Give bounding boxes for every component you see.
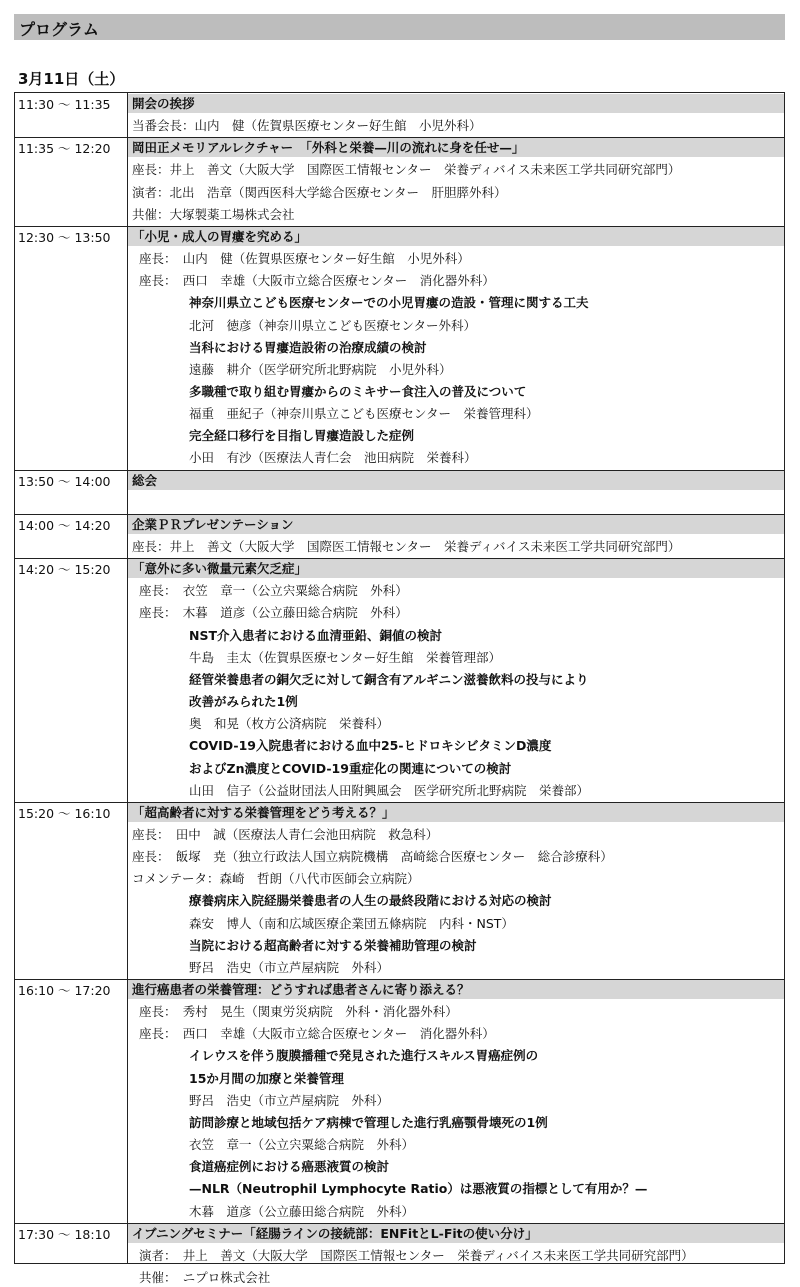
role-line: 座長： 衣笠 章一（公立宍粟総合病院 外科）: [139, 583, 408, 599]
session-time: 14:20 ～ 15:20: [18, 562, 111, 578]
session-title-band: [128, 471, 784, 490]
session-title-band: [128, 94, 784, 113]
column-divider: [127, 93, 128, 1263]
talk-title: 当院における超高齢者に対する栄養補助管理の検討: [189, 937, 477, 953]
role-line: 座長：井上 善文（大阪大学 国際医工情報センター 栄養ディバイス未来医工学共同研究部門）: [132, 539, 681, 554]
talk-title: 多職種で取り組む胃瘻からのミキサー食注入の普及について: [189, 383, 527, 399]
talk-title: 神奈川県立こども医療センターでの小児胃瘻の造設・管理に関する工夫: [189, 295, 589, 311]
role-line: 座長： 秀村 晃生（関東労災病院 外科・消化器外科）: [139, 1004, 458, 1020]
session-title: 企業ＰＲプレゼンテーション: [132, 516, 294, 532]
talk-title: 完全経口移行を目指し胃瘻造設した症例: [189, 428, 415, 444]
speaker-line: 奥 和晃（枚方公済病院 栄養科）: [189, 716, 390, 732]
talk-title: イレウスを伴う腹膜播種で発見された進行スキルス胃癌症例の: [189, 1048, 539, 1064]
talk-title: 当科における胃瘻造設術の治療成績の検討: [189, 339, 427, 355]
session-time: 14:00 ～ 14:20: [18, 517, 111, 533]
session-title: 「超高齢者に対する栄養管理をどう考える？」: [132, 804, 395, 820]
section-title: プログラム: [19, 20, 99, 39]
talk-title: 15か月間の加療と栄養管理: [189, 1070, 344, 1086]
session-title: 岡田正メモリアルレクチャー 「外科と栄養—川の流れに身を任せ—」: [132, 140, 525, 156]
program-table: [14, 92, 785, 1285]
role-line: 座長： 田中 誠（医療法人青仁会池田病院 救急科）: [132, 826, 439, 842]
role-line: 座長： 飯塚 尭（独立行政法人国立病院機構 高崎総合医療センター 総合診療科）: [132, 849, 613, 865]
speaker-line: 遠藤 耕介（医学研究所北野病院 小児外科）: [189, 361, 452, 377]
talk-title: —NLR（Neutrophil Lymphocyte Ratio）は悪液質の指標として有用か？—: [189, 1181, 648, 1197]
session-time: 12:30 ～ 13:50: [18, 229, 111, 245]
speaker-line: 木暮 道彦（公立藤田総合病院 外科）: [189, 1203, 415, 1219]
role-line: 座長： 西口 幸雄（大阪市立総合医療センター 消化器外科）: [139, 273, 495, 289]
session-title: イブニングセミナー「経腸ラインの接続部：ENFitとL-Fitの使い分け」: [132, 1225, 538, 1241]
talk-title: 訪問診療と地域包括ケア病棟で管理した進行乳癌顎骨壊死の1例: [189, 1114, 548, 1130]
speaker-line: 福重 亜紀子（神奈川県立こども医療センター 栄養管理科）: [189, 406, 539, 422]
speaker-line: 山田 信子（公益財団法人田附興風会 医学研究所北野病院 栄養部）: [189, 782, 590, 798]
talk-title: およびZn濃度とCOVID-19重症化の関連についての検討: [189, 760, 512, 776]
role-line: 共催： ニプロ株式会社: [139, 1269, 271, 1285]
speaker-line: 小田 有沙（医療法人青仁会 池田病院 栄養科）: [189, 450, 477, 466]
role-line: 演者： 井上 善文（大阪大学 国際医工情報センター 栄養ディバイス未来医工学共同研究部門）: [139, 1247, 694, 1263]
role-line: 座長： 西口 幸雄（大阪市立総合医療センター 消化器外科）: [139, 1026, 495, 1042]
session-time: 13:50 ～ 14:00: [18, 473, 111, 489]
session-title: 開会の挨拶: [132, 96, 195, 111]
talk-title: COVID-19入院患者における血中25-ヒドロキシビタミンD濃度: [189, 738, 552, 754]
role-line: 座長：井上 善文（大阪大学 国際医工情報センター 栄養ディバイス未来医工学共同研究部門）: [132, 162, 681, 178]
speaker-line: 森安 博人（南和広域医療企業団五條病院 内科・NST）: [189, 915, 514, 931]
session-title: 「小児・成人の胃瘻を究める」: [132, 228, 308, 244]
talk-title: NST介入患者における血清亜鉛、銅値の検討: [189, 627, 442, 643]
speaker-line: 野呂 浩史（市立芦屋病院 外科）: [189, 1092, 390, 1108]
speaker-line: 牛島 圭太（佐賀県医療センター好生館 栄養管理部）: [189, 649, 502, 665]
session-time: 17:30 ～ 18:10: [18, 1226, 111, 1242]
talk-title: 改善がみられた1例: [189, 694, 298, 710]
date-heading: 3月11日（土）: [18, 70, 125, 88]
role-line: コメンテータ：森崎 哲朗（八代市医師会立病院）: [132, 871, 420, 887]
session-time: 11:35 ～ 12:20: [18, 141, 111, 157]
session-time: 16:10 ～ 17:20: [18, 983, 111, 998]
session-time: 15:20 ～ 16:10: [18, 805, 111, 821]
speaker-line: 野呂 浩史（市立芦屋病院 外科）: [189, 959, 390, 975]
speaker-line: 北河 徳彦（神奈川県立こども医療センター外科）: [189, 317, 477, 333]
role-line: 当番会長：山内 健（佐賀県医療センター好生館 小児外科）: [132, 118, 482, 134]
talk-title: 療養病床入院経腸栄養患者の人生の最終段階における対応の検討: [189, 893, 552, 909]
role-line: 演者：北出 浩章（関西医科大学総合医療センター 肝胆膵外科）: [132, 184, 507, 200]
section-header: [14, 14, 785, 40]
role-line: 共催：大塚製薬工場株式会社: [132, 206, 295, 222]
speaker-line: 衣笠 章一（公立宍粟総合病院 外科）: [189, 1137, 415, 1153]
session-title: 総会: [132, 472, 158, 488]
session-title: 「意外に多い微量元素欠乏症」: [132, 561, 308, 577]
session-title: 進行癌患者の栄養管理：どうすれば患者さんに寄り添える？: [132, 982, 470, 997]
talk-title: 食道癌症例における癌悪液質の検討: [189, 1159, 390, 1175]
session-time: 11:30 ～ 11:35: [18, 97, 111, 112]
talk-title: 経管栄養患者の銅欠乏に対して銅含有アルギニン滋養飲料の投与により: [189, 671, 589, 687]
role-line: 座長： 木暮 道彦（公立藤田総合病院 外科）: [139, 605, 408, 621]
role-line: 座長： 山内 健（佐賀県医療センター好生館 小児外科）: [139, 251, 470, 267]
